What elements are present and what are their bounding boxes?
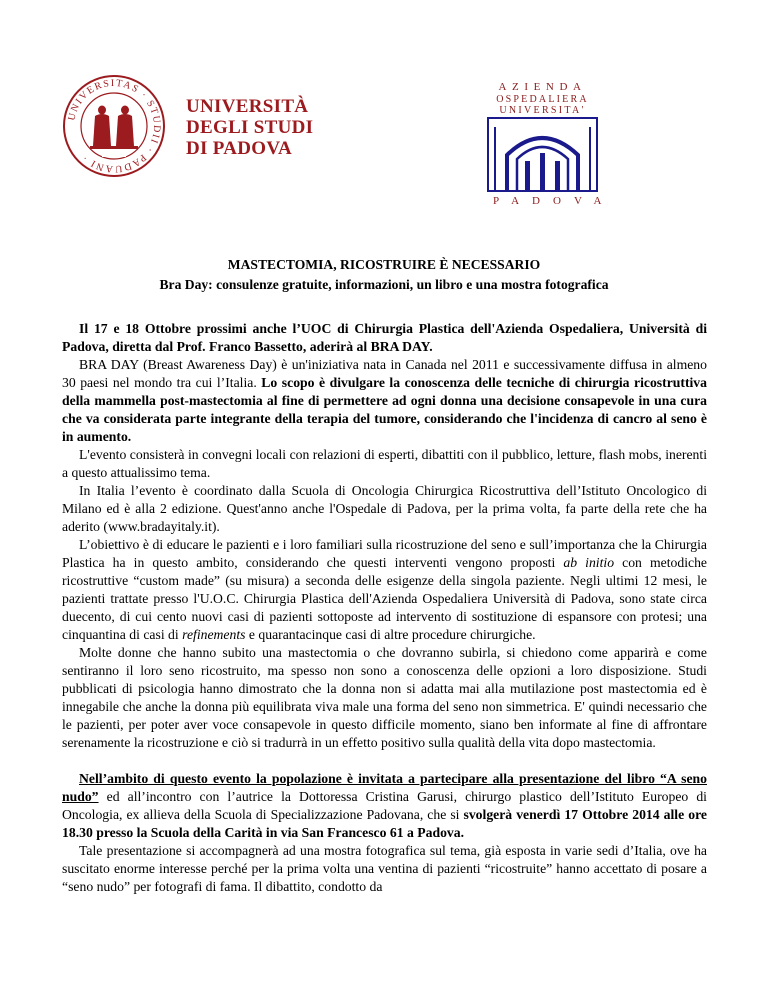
hospital-logo-line-2: OSPEDALIERA [496, 94, 589, 105]
paragraph-5-text-c: e quarantacinque casi di altre procedure chirurgiche. [245, 627, 536, 642]
hospital-logo-line-4: PADOVA [493, 195, 615, 207]
paragraph-7-bold: svolgerà venerdì 17 Ottobre 2014 alle ore 18.30 presso la Scuola della Carità in via San Francesco 61 a Padova. [62, 807, 707, 840]
paragraph-1 [62, 320, 707, 356]
university-name-line-3: DI PADOVA [186, 138, 292, 159]
paragraph-5-italic-a: ab initio [563, 555, 615, 570]
university-name-line-2: DEGLI STUDI [186, 117, 314, 138]
hospital-logo-line-3: UNIVERSITA' [499, 105, 586, 116]
paragraph-4: In Italia l’evento è coordinato dalla Scuola di Oncologia Chirurgica Ricostruttiva dell’Istituto Oncologico di Milano ed è alla 2 edizione. Quest'anno anche l'Ospedale di Padova, per la prima volta, fa parte della rete che ha aderito (www.bradayitaly.it). [62, 483, 707, 534]
document-subtitle: Bra Day: consulenze gratuite, informazioni, un libro e una mostra fotografica [159, 277, 609, 292]
hospital-logo-line-1: AZIENDA [498, 81, 587, 93]
university-name [186, 96, 313, 159]
hospital-building-icon [487, 117, 598, 192]
svg-text:UNIVERSITAS · STUDII · PADUANI: UNIVERSITAS · STUDII · PADUANI · [66, 77, 163, 175]
paragraph-5-text-b: con metodiche ricostruttive “custom made” (su misura) a seconda delle esigenze della singola paziente. Negli ultimi 12 mesi, le pazienti trattate presso l'U.O.C. Chirurgia Plastica dell'Azienda Ospedaliera Università di Padova, sono state circa duecento, di cui cento nuovi casi di pazienti sottoposte ad intervento di sostituzione di espansore con protesi; una cinquantina di casi di [62, 555, 707, 642]
paragraph-2-bold: Lo scopo è divulgare la conoscenza delle tecniche di chirurgia ricostruttiva della mammella post-mastectomia al fine di permettere ad ogni donna una decisione consapevole in una cura che va considerata parte integrante della terapia del tumore, considerando che l'incidenza di cancro al seno è in aumento. [62, 375, 707, 444]
paragraph-7 [62, 770, 707, 842]
university-name-line-1: UNIVERSITÀ [186, 96, 309, 117]
paragraph-2 [62, 356, 707, 446]
paragraph-5 [62, 536, 707, 644]
hospital-logo [487, 80, 615, 210]
paragraph-3: L'evento consisterà in convegni locali con relazioni di esperti, dibattiti con il pubblico, letture, flash mobs, inerenti a questo attualissimo tema. [62, 447, 707, 480]
university-logo [62, 74, 322, 178]
paragraph-8: Tale presentazione si accompagnerà ad una mostra fotografica sul tema, già esposta in varie sedi d’Italia, ove ha suscitato enorme interesse perché per la prima volta una ventina di pazienti “ricostruite” hanno accettato di posare a “seno nudo” per fotografi di fama. Il dibattito, condotto da [62, 843, 707, 894]
paragraph-7-text: ed all’incontro con l’autrice la Dottoressa Cristina Garusi, chirurgo plastico dell’Istituto Europeo di Oncologia, ex allieva della Scuola di Specializzazione Padovana, che si [62, 789, 707, 822]
document-title: MASTECTOMIA, RICOSTRUIRE È NECESSARIO [227, 257, 541, 272]
paragraph-7-underlined: Nell’ambito di questo evento la popolazione è invitata a partecipare alla presentazione del libro “A seno nudo” [62, 771, 707, 804]
paragraph-1-text: Il 17 e 18 Ottobre prossimi anche l’UOC di Chirurgia Plastica dell'Azienda Ospedaliera, Università di Padova, diretta dal Prof. Franco Bassetto, aderirà al BRA DAY. [62, 321, 707, 354]
paragraph-6: Molte donne che hanno subito una mastectomia o che dovranno subirla, si chiedono come apparirà e come sentiranno il loro seno ricostruito, ma spesso non sono a conoscenza delle opzioni a loro disposizione. Studi pubblicati di psicologia hanno dimostrato che la donna non si adatta mai alla mutilazione post mastectomia ed è innegabile che anche la donna più equilibrata viva male una forma del seno non simmetrica. E' quindi necessario che le pazienti, per poter aver voce consapevole in questo difficile momento, siano ben informate al fine di affrontare serenamente la ricostruzione e ciò si tradurrà in un effetto positivo sulla qualità della vita dopo mastectomia. [62, 645, 707, 750]
paragraph-2-text: BRA DAY (Breast Awareness Day) è un'iniziativa nata in Canada nel 2011 e successivamente diffusa in almeno 30 paesi nel mondo tra cui l’Italia. [62, 357, 707, 390]
paragraph-5-text-a: L’obiettivo è di educare le pazienti e i loro familiari sulla ricostruzione del seno e sull’importanza che la Chirurgia Plastica ha in questo ambito, considerando che questi interventi vengono proposti [62, 537, 707, 570]
university-seal-icon [62, 74, 166, 178]
paragraph-5-italic-b: refinements [182, 627, 246, 642]
article-body [62, 320, 707, 896]
